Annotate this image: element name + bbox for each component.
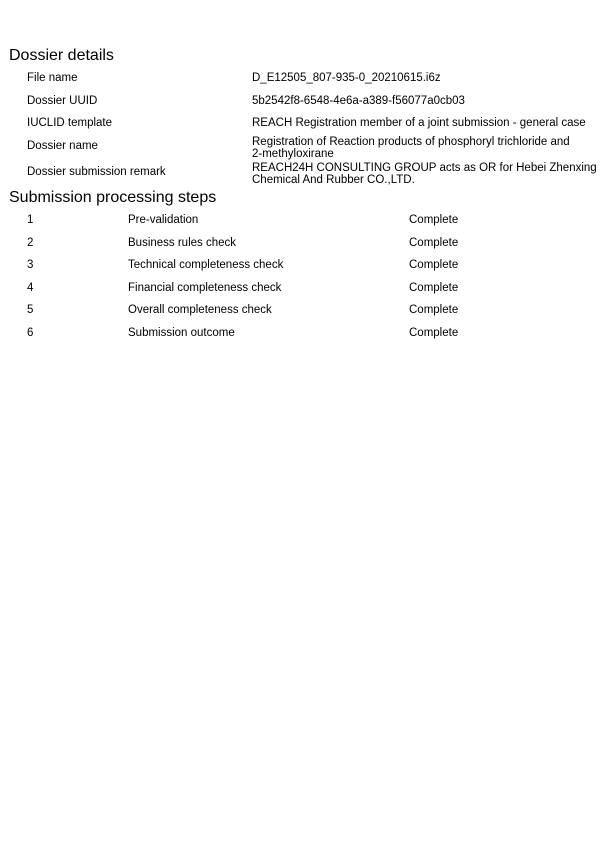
detail-label: IUCLID template [27, 117, 113, 129]
step-status: Complete [409, 259, 459, 271]
step-row [0, 213, 600, 227]
step-status: Complete [409, 282, 459, 294]
step-status: Complete [409, 214, 459, 226]
step-number: 3 [27, 259, 34, 271]
step-row [0, 236, 600, 250]
step-row [0, 281, 600, 295]
detail-label: Dossier submission remark [27, 166, 166, 178]
step-row [0, 258, 600, 272]
detail-label: File name [27, 72, 78, 84]
step-name: Submission outcome [128, 327, 235, 339]
detail-value: REACH24H CONSULTING GROUP acts as OR for Hebei Zhenxing Chemical And Rubber CO.,LTD. [252, 162, 597, 186]
processing-steps-heading: Submission processing steps [9, 189, 217, 206]
step-number: 2 [27, 237, 34, 249]
step-name: Business rules check [128, 237, 237, 249]
detail-value: 5b2542f8-6548-4e6a-a389-f56077a0cb03 [252, 95, 465, 107]
detail-value: Registration of Reaction products of phosphoryl trichloride and 2-methyloxirane [252, 136, 570, 160]
step-name: Technical completeness check [128, 259, 284, 271]
detail-label: Dossier name [27, 140, 98, 152]
detail-label: Dossier UUID [27, 95, 98, 107]
step-number: 4 [27, 282, 34, 294]
step-status: Complete [409, 237, 459, 249]
step-row [0, 326, 600, 340]
detail-value: D_E12505_807-935-0_20210615.i6z [252, 72, 441, 84]
step-status: Complete [409, 304, 459, 316]
step-row [0, 303, 600, 317]
step-number: 6 [27, 327, 34, 339]
dossier-details-heading: Dossier details [9, 47, 114, 64]
step-number: 5 [27, 304, 34, 316]
step-name: Financial completeness check [128, 282, 282, 294]
step-name: Pre-validation [128, 214, 199, 226]
step-number: 1 [27, 214, 34, 226]
step-name: Overall completeness check [128, 304, 272, 316]
step-status: Complete [409, 327, 459, 339]
detail-value: REACH Registration member of a joint submission - general case [252, 117, 586, 129]
